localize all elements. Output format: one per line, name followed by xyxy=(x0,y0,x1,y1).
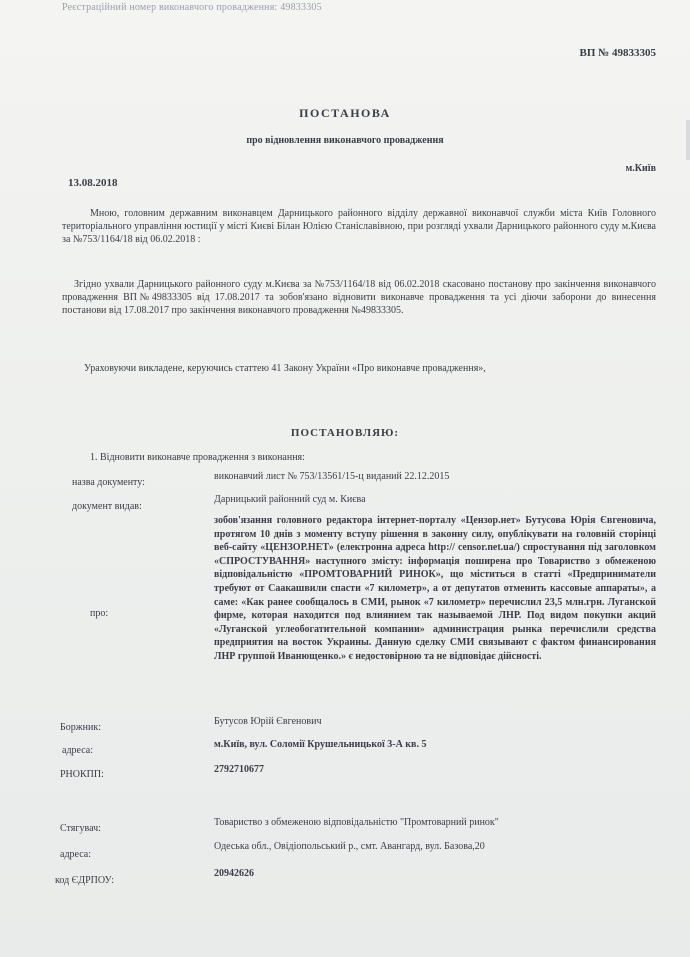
edrpou-value: 20942626 xyxy=(214,868,254,879)
rnokpp-label: РНОКПП: xyxy=(60,769,104,780)
debtor-address-value: м.Київ, вул. Соломії Крушельницької 3-А кв. 5 xyxy=(214,739,427,750)
debtor-address-label: адреса: xyxy=(62,745,93,756)
document-subtitle: про відновлення виконавчого провадження xyxy=(246,135,444,146)
ruling-heading: ПОСТАНОВЛЯЮ: xyxy=(290,427,400,439)
issuer-value: Дарницький районний суд м. Києва xyxy=(214,494,366,505)
according-paragraph: Згідно ухвали Дарницького районного суду м.Києва за №753/1164/18 від 06.02.2018 скасовано постанову про закінчення виконавчого провадження ВП№49833305 від 17.08.2017 та зобов'язано відновити виконавче провадження та усі діючи заборони до винесення постанови від 17.08.2017 про закінчення виконавчого провадження №49833305. xyxy=(62,279,656,316)
issuer-label: документ видав: xyxy=(72,501,142,512)
rnokpp-value: 2792710677 xyxy=(214,764,264,775)
registration-number-header: Реєстраційний номер виконавчого провадження: 49833305 xyxy=(62,2,322,13)
document-title: ПОСТАНОВА xyxy=(299,106,391,120)
doc-name-label: назва документу: xyxy=(72,477,145,488)
creditor-address-label: адреса: xyxy=(60,849,91,860)
about-label: про: xyxy=(90,608,109,619)
debtor-label: Боржник: xyxy=(60,722,101,733)
edrpou-label: код ЄДРПОУ: xyxy=(55,875,114,886)
doc-name-value: виконавчий лист № 753/13561/15-ц виданий 22.12.2015 xyxy=(214,471,450,482)
page-edge-shadow xyxy=(686,120,690,160)
about-value: зобов'язання головного редактора інтернет-порталу «Цензор.нет» Бутусова Юрія Євгеновича, протягом 10 днів з моменту вступу рішення в законну силу, опублікувати на головній сторінці веб-сайту «ЦЕНЗОР.НЕТ» (електронна адреса http:// censor.net.ua/) спростування під заголовком «СПРОСТУВАННЯ» наступного змісту: інформація поширена про Товариство з обмеженою відповідальністю «ПРОМТОВАРНИЙ РИНОК», що міститься в статті «Предприниматели требуют от Саакашвили спасти «7 километр», а от депутатов отменить кассовые аппараты», а саме: «Как ранее сообщалось в СМИ, рынок «7 километр» перечислил 23,5 млн.грн. Луганской фирме, которая находится под влиянием так называемой ЛНР. Под видом покупки акций «Луганской углеобогатительной компании» администрация рынка перечислили средства предприятия на восток Украины. Данную сделку СМИ связывают с фактом финансирования ЛНР группой Иванющенко.» є недостовірною та не відповідає дійсності. xyxy=(214,515,656,662)
creditor-value: Товариство з обмеженою відповідальністю "Промтоварний ринок" xyxy=(214,817,499,828)
document-date: 13.08.2018 xyxy=(68,177,118,189)
creditor-address-value: Одеська обл., Овідіопольський р., смт. Авангард, вул. Базова,20 xyxy=(214,841,485,852)
ruling-item-1: 1. Відновити виконавче провадження з виконання: xyxy=(90,452,305,463)
debtor-value: Бутусов Юрій Євгенович xyxy=(214,716,322,727)
considering-paragraph: Ураховуючи викладене, керуючись статтею 41 Закону України «Про виконавче провадження», xyxy=(84,363,486,374)
vp-number: ВП № 49833305 xyxy=(579,47,656,59)
intro-paragraph: Мною, головним державним виконавцем Дарницького районного відділу державної виконавчої служби міста Київ Головного територіального управління юстиції у місті Києві Білан Юлією Станіславівною, при розгляді ухвали Дарницького районного суду м.Києва за №753/1164/18 від 06.02.2018 : xyxy=(62,208,656,245)
city: м.Київ xyxy=(625,163,656,174)
creditor-label: Стягувач: xyxy=(60,823,101,834)
